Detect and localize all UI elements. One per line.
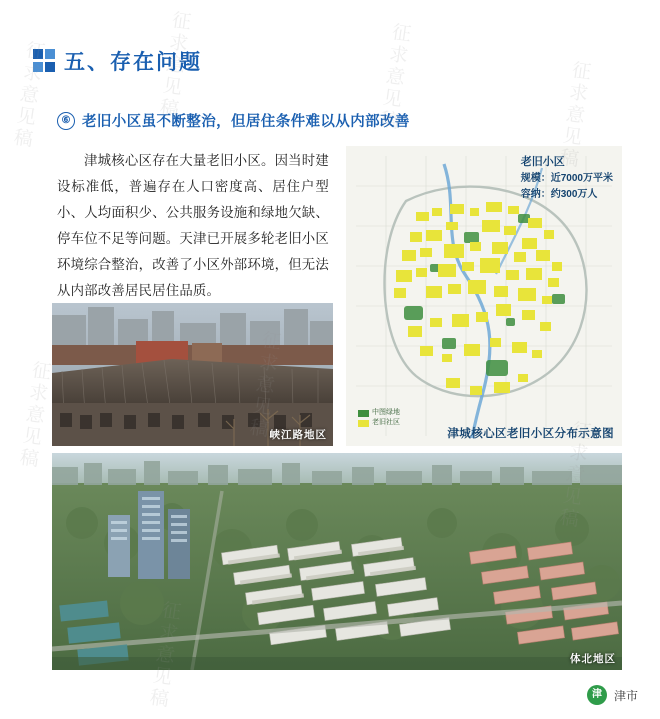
map-caption: 津城核心区老旧小区分布示意图	[447, 428, 614, 440]
photo-label: 峡江路地区	[269, 429, 327, 441]
subsection-title: 老旧小区虽不断整治，但居住条件难以从内部改善	[82, 114, 410, 130]
photo-aerial-graphic	[52, 453, 622, 670]
photo-aerial-district	[52, 453, 622, 670]
map-legend-title: 老旧小区	[520, 156, 565, 168]
watermark: 征求意见稿	[155, 9, 192, 121]
photo-label: 体北地区	[570, 653, 616, 665]
body-paragraph: 津城核心区存在大量老旧小区。因当时建设标准低，普遍存在人口密度高、居住户型小、人均面积少、公共服务设施和绿地欠缺、停车位不足等问题。天津已开展多轮老旧小区环境综合整治，改善了小区外部环境，但无法从内部改善居民居住品质。	[57, 153, 329, 298]
legend-swatch-yellow	[358, 420, 369, 427]
map-legend-capacity: 容纳：约300万人	[520, 189, 598, 200]
watermark: 征求意见稿	[15, 359, 52, 471]
subsection-heading	[57, 110, 410, 131]
map-legend	[521, 154, 613, 203]
watermark: 征求意见稿	[9, 39, 46, 151]
map-legend-scale: 规模：近7000万平米	[520, 173, 613, 184]
legend-label-green: 中图绿地	[372, 409, 400, 416]
footer-label: 津市	[613, 688, 638, 703]
legend-swatch-green	[358, 410, 369, 417]
section-heading	[33, 46, 202, 76]
bullet-number-icon: ⑥	[57, 112, 75, 130]
legend-key-item	[358, 418, 400, 428]
legend-label-yellow: 老旧社区	[372, 419, 400, 426]
four-squares-icon	[33, 49, 55, 74]
section-title: 五、存在问题	[64, 51, 202, 74]
map-panel	[346, 146, 622, 446]
avatar: 津	[587, 685, 607, 705]
photo-old-housing	[52, 303, 333, 446]
map-legend-key	[358, 408, 400, 428]
footer-brand[interactable]	[587, 685, 638, 705]
watermark: 征求意见稿	[375, 21, 412, 133]
watermark: 征求意见稿	[555, 59, 592, 171]
photo-old-housing-graphic	[52, 303, 333, 446]
legend-key-item	[358, 408, 400, 418]
